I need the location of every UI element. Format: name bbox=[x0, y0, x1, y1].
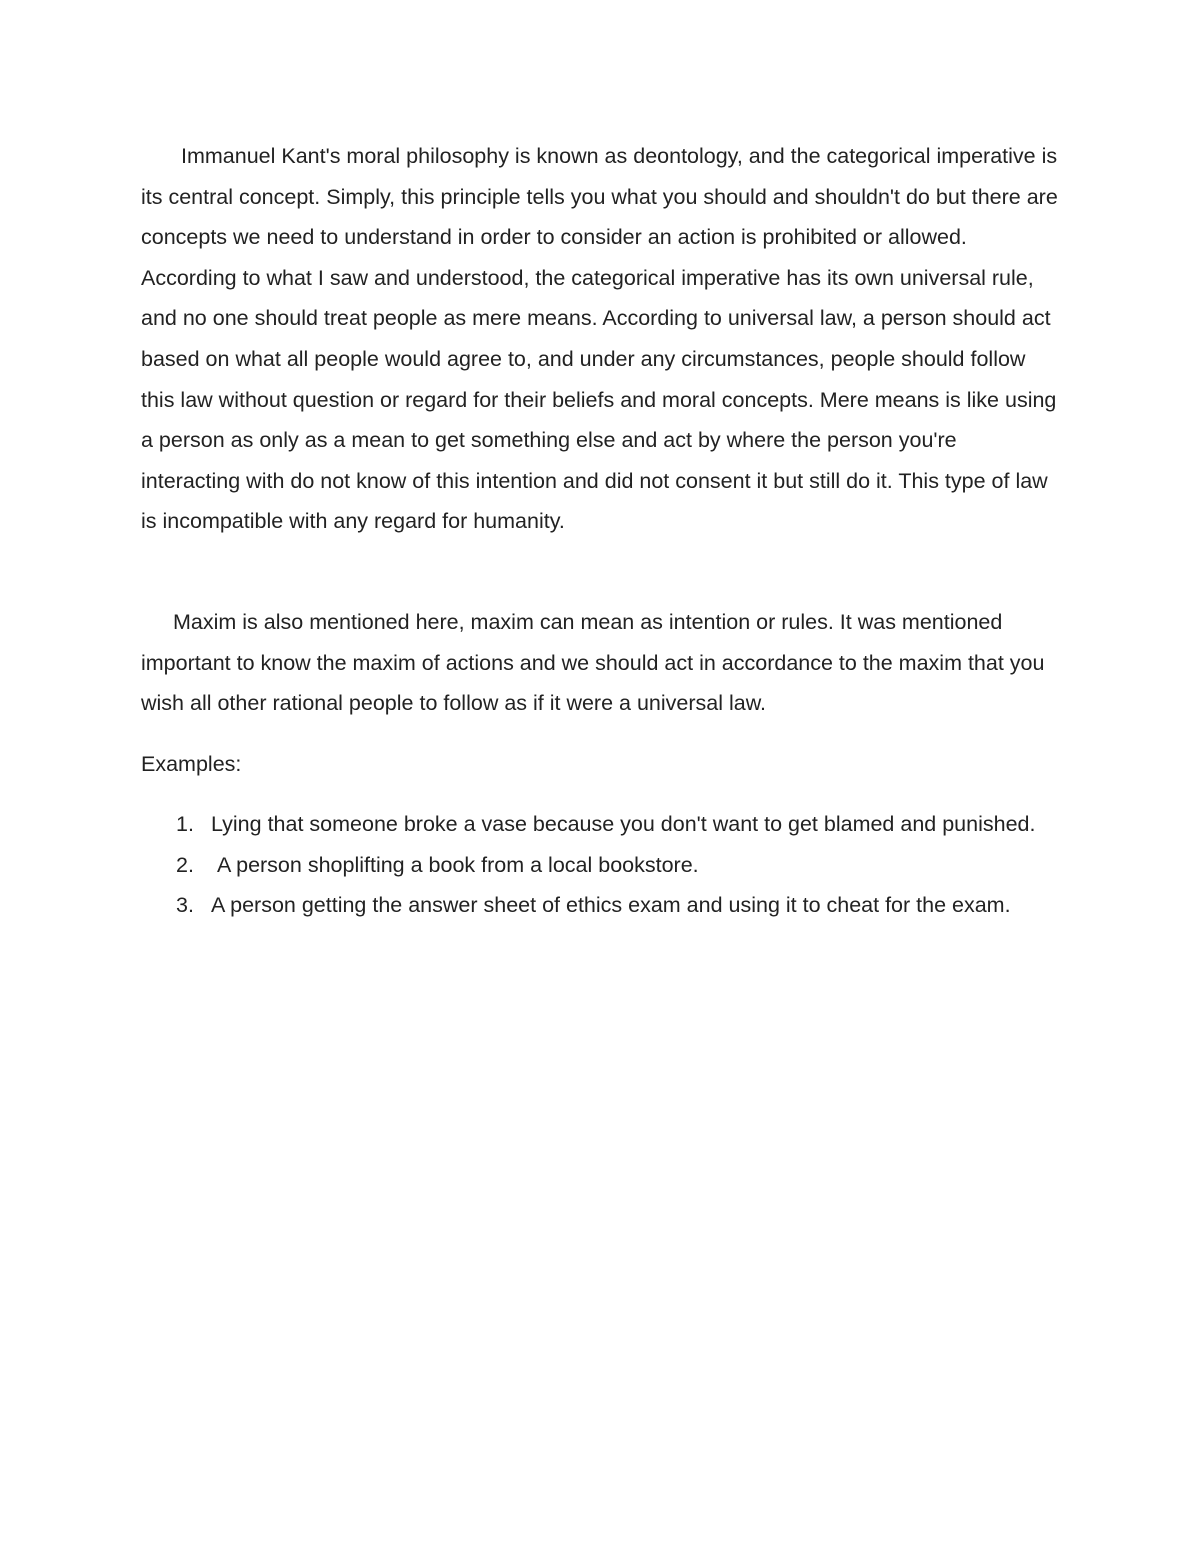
list-item-text: A person shoplifting a book from a local bookstore. bbox=[211, 852, 699, 877]
list-item-number: 3. bbox=[176, 893, 194, 918]
examples-list bbox=[141, 804, 1061, 926]
list-item-text: Lying that someone broke a vase because you don't want to get blamed and punished. bbox=[211, 812, 1036, 836]
list-item bbox=[141, 885, 1061, 926]
list-item bbox=[141, 804, 1061, 845]
paragraph-kant-deontology: Immanuel Kant's moral philosophy is known as deontology, and the categorical imperative is its central concept. Simply, this principle tells you what you should and shouldn't do but there are concepts we need to understand in order to consider an action is prohibited or allowed. According to what I saw and understood, the categorical imperative has its own universal rule, and no one should treat people as mere means. According to universal law, a person should act based on what all people would agree to, and under any circumstances, people should follow this law without question or regard for their beliefs and moral concepts. Mere means is like using a person as only as a mean to get something else and act by where the person you're interacting with do not know of this intention and did not consent it but still do it. This type of law is incompatible with any regard for humanity. bbox=[141, 144, 1058, 534]
paragraph-maxim: Maxim is also mentioned here, maxim can mean as intention or rules. It was mentioned important to know the maxim of actions and we should act in accordance to the maxim that you wish all other rational people to follow as if it were a universal law. bbox=[141, 610, 1045, 716]
list-item-number: 1. bbox=[176, 812, 194, 836]
list-item-text: A person getting the answer sheet of ethics exam and using it to cheat for the exam. bbox=[211, 893, 1011, 918]
examples-heading: Examples: bbox=[141, 752, 242, 776]
list-item bbox=[141, 845, 1061, 886]
list-item-number: 2. bbox=[176, 852, 194, 877]
